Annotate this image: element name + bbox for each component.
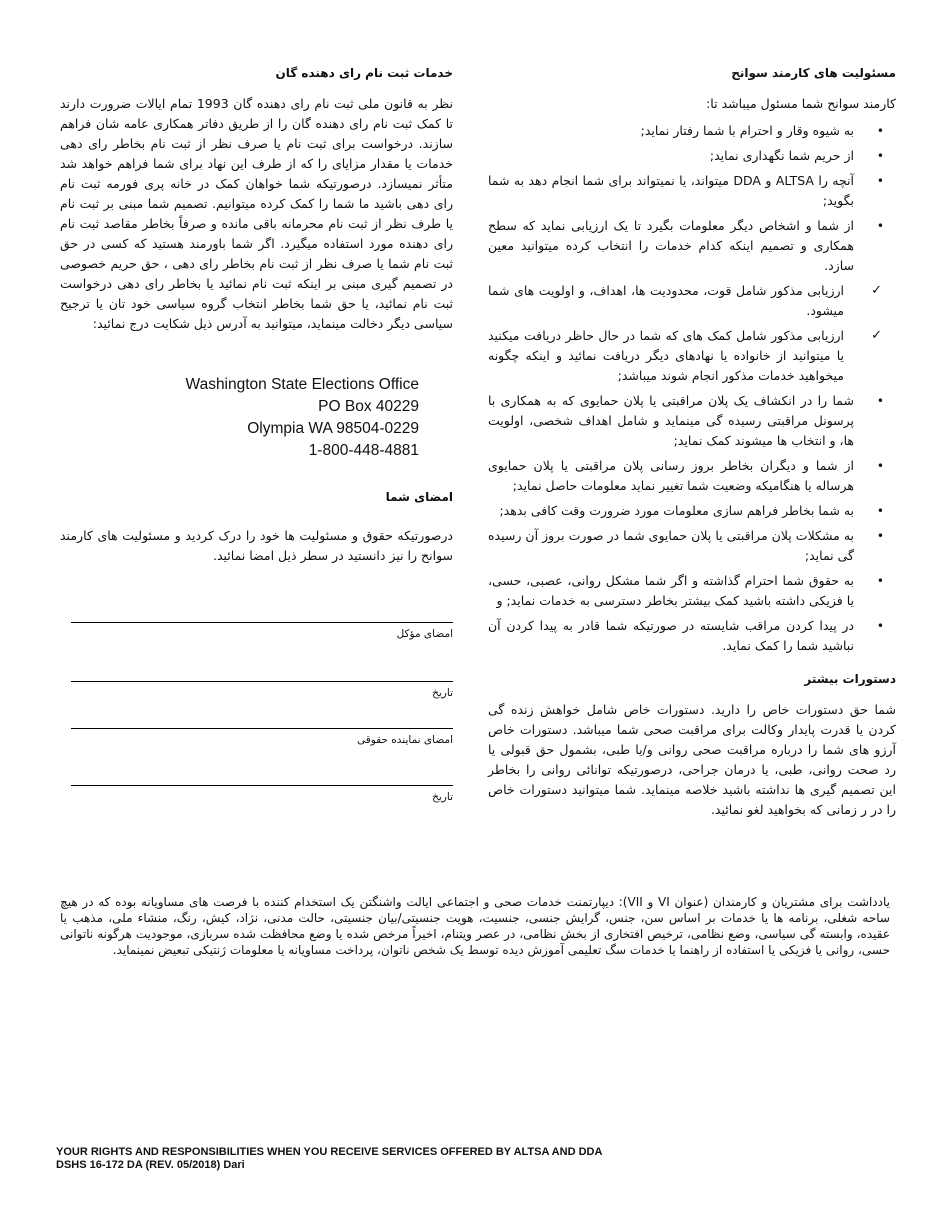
list-item: • آنچه را ALTSA و DDA میتواند، یا نمیتواند برای شما انجام دهد به شما بگوید; xyxy=(488,171,896,211)
caseworker-heading: مسئولیت های کارمند سوانح xyxy=(731,66,896,80)
client-signature-line[interactable] xyxy=(71,622,453,623)
voter-registration-section xyxy=(60,64,453,804)
representative-date-block xyxy=(60,785,453,804)
phone-number: 1-800-448-4881 xyxy=(308,442,419,459)
list-item: • به حقوق شما احترام گذاشته و اگر شما مشکل روانی، عصبی، حسی، یا فزیکی داشته باشید کمک بیشتر بخاطر دسترسی به خدمات نماید; و xyxy=(488,571,896,611)
list-item: • از شما و اشخاص دیگر معلومات بگیرد تا یک ارزیابی نماید که سطح همکاری و تصمیم اینکه کدام خدمات را انتخاب کرده میتوانید معین سازد. xyxy=(488,216,896,276)
signature-heading: امضای شما xyxy=(385,490,453,504)
address-line: Olympia WA 98504-0229 xyxy=(247,420,419,437)
non-discrimination-note: یادداشت برای مشتریان و کارمندان (عنوان VI و VII): دیپارتمنت خدمات صحی و اجتماعی ایالت واشنگتن یک استخدام کننده با فرصت های مساویانه بوده که در هیچ ساحه شغلی، برنامه ها یا خدمات بر اساس سن، جنس، گرایش جنسی، جنسیت، هویت جنسیتی/بیان جنسیتی، حالت مدنی، نژاد، کیش، رنگ، منشاء ملی، مذهب یا عقیده، وابسته گی سیاسی، وضع نظامی، ترخیص افتخاری از بخش نظامی، در عصر ویتنام، اخیراً مرخص شده یا وضع محافظت شده سربازی، موجودیت هرگونه ناتوانی حسی، روانی یا فزیکی یا استفاده از راهنما یا خدمات سگ تعلیمی آموزش دیده توسط یک شخص ناتوان، پرداخت مساویانه یا معلومات ژنتیکی تبعیض نمینماید. xyxy=(60,895,890,957)
form-footer xyxy=(56,1146,602,1172)
directives-text: شما حق دستورات خاص را دارید. دستورات خاص شامل خواهش زنده گی کردن یا قدرت پایدار وکالت برای مراقبت صحی شما میباشد. دستورات خاص آرزو های شما را درباره مراقبت صحی روانی و/یا طبی، بشمول حق قبولی یا رد صحت روانی، طبی، یا درمان جراحی، درصورتیکه توانائی روانی را بخاطر این تصمیم گیری ها نداشته باشید خلاصه مینماید. شما میتوانید دستورات خاص را در ر زمانی که بخواهید لغو نمائید. xyxy=(488,702,896,817)
representative-date-label: تاریخ xyxy=(432,791,453,803)
list-item: • به شما بخاطر فراهم سازی معلومات مورد ضرورت وقت کافی بدهد; xyxy=(488,501,896,521)
check-item: ✓ ارزیابی مذکور شامل قوت، محدودیت ها، اهداف، و اولویت های شما میشود. xyxy=(488,281,896,321)
directives-heading: دستورات بیشتر xyxy=(804,672,896,686)
responsibilities-list-a xyxy=(488,121,896,656)
footer-title: YOUR RIGHTS AND RESPONSIBILITIES WHEN YOU RECEIVE SERVICES OFFERED BY ALTSA AND DDA xyxy=(56,1146,603,1158)
representative-signature-label: امضای نماینده حقوقی xyxy=(356,734,453,746)
list-item: • از شما و دیگران بخاطر بروز رسانی پلان مراقبتی یا پلان حمایوی هرساله یا هنگامیکه وضعیت شما تغییر نماید معلومات حاصل نماید; xyxy=(488,456,896,496)
list-item: • از حریم شما نگهداری نماید; xyxy=(488,146,896,166)
form-number: DSHS 16-172 DA (REV. 05/2018) Dari xyxy=(56,1159,245,1171)
client-date-block xyxy=(60,681,453,700)
list-item: • شما را در انکشاف یک پلان مراقبتی یا پلان حمایوی که به همکاری با پرسونل مراقبتی رسیده گی مینماید و شامل اهداف شخصی، اولویت ها، و انتخاب ها میشوند کمک نماید; xyxy=(488,391,896,451)
check-item: ✓ ارزیابی مذکور شامل کمک های که شما در حال حاظر دریافت میکنید یا میتوانید از خانواده یا نهادهای دیگر دریافت نمائید و اینکه چگونه میخواهید خدمات مذکور انجام شوند میباشد; xyxy=(488,326,896,386)
client-date-label: تاریخ xyxy=(432,687,453,699)
signature-instructions: درصورتیکه حقوق و مسئولیت ها خود را درک کردید و مسئولیت های کارمند سوانح را نیز دانستید در سطر ذیل امضا نمائید. xyxy=(60,528,453,563)
voter-heading: خدمات ثبت نام رای دهنده گان xyxy=(275,66,453,80)
representative-signature-line[interactable] xyxy=(71,728,453,729)
list-item: • به شیوه وقار و احترام با شما رفتار نماید; xyxy=(488,121,896,141)
caseworker-responsibilities-section xyxy=(488,64,896,820)
list-item: • در پیدا کردن مراقب شایسته در صورتیکه شما قادر به پیدا کردن آن نباشید شما را کمک نماید. xyxy=(488,616,896,656)
list-item: • به مشکلات پلان مراقبتی یا پلان حمایوی شما در صورت بروز آن رسیده گی نماید; xyxy=(488,526,896,566)
representative-date-line[interactable] xyxy=(71,785,453,786)
representative-signature-block xyxy=(60,728,453,747)
client-signature-block xyxy=(60,622,453,641)
voter-paragraph: نظر به قانون ملی ثبت نام رای دهنده گان 1993 تمام ایالات ضرورت دارند تا کمک ثبت نام رای دهنده گان را از طریق دفاتر همکاری عامه شان فراهم سازند. درخواست برای ثبت نام یا صرف نظر از ثبت نام بخاطر رای دهی خدمات یا مقدار مزایای را که از طرف این نهاد برای شما فراهم خواهد شد متأثر نمیسازد. درصورتیکه شما خواهان کمک در خانه پری فورمه ثبت نام رای دهی باشید ما شما را کمک کرده میتوانیم. تصمیم شما مبنی بر ثبت نام یا طرف نظر از ثبت نام محرمانه باقی مانده و صرفاً بخاطر مقاصد ثبت نام رای دهنده مورد استفاده میگیرد. اگر شما باورمند هستید که کسی در حق ثبت نام شما یا صرف نظر از ثبت نام بخاطر رای دهی ، حق حریم خصوصی در تصمیم گیری مبنی بر اینکه ثبت نام نمائید یا بخاطر رای دهی درخواست ثبت نام نمائید، یا حق شما بخاطر انتخاب گروه سیاسی خود تان یا ترجیح سیاسی دیگر دخالت مینماید، میتوانید به آدرس ذیل شکایت درج نمائید: xyxy=(60,96,453,331)
address-line: PO Box 40229 xyxy=(318,398,419,415)
client-signature-label: امضای مؤکل xyxy=(396,628,453,640)
address-line: Washington State Elections Office xyxy=(185,376,419,393)
client-date-line[interactable] xyxy=(71,681,453,682)
elections-office-address xyxy=(60,374,419,462)
caseworker-intro: کارمند سوانح شما مسئول میباشد تا: xyxy=(706,96,896,111)
